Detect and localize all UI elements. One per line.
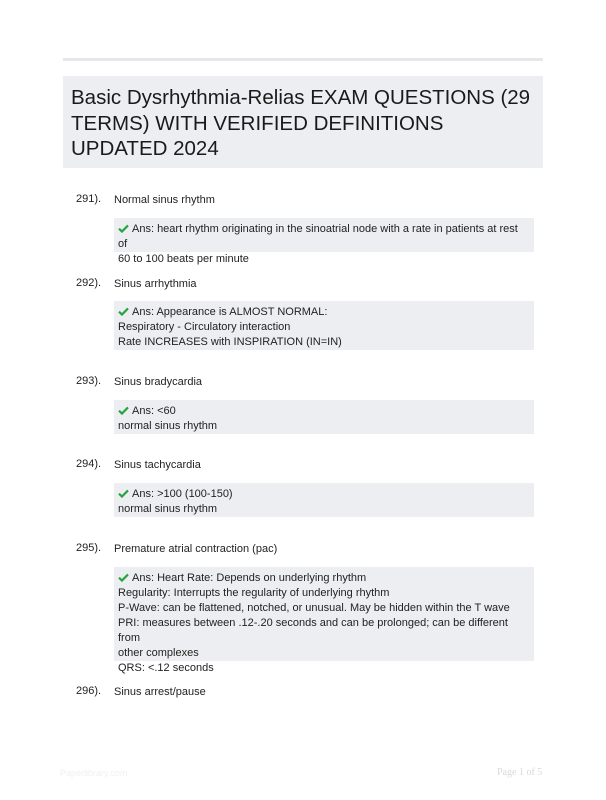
answer-box	[114, 567, 534, 674]
answer-line	[118, 487, 530, 502]
question-term: Sinus arrest/pause	[114, 686, 206, 698]
question-number: 293).	[76, 375, 102, 387]
question-term: Premature atrial contraction (pac)	[114, 543, 278, 555]
answer-text: Ans: Appearance is ALMOST NORMAL:	[132, 306, 328, 318]
answer-box	[114, 301, 534, 350]
answer-line: Rate INCREASES with INSPIRATION (IN=IN)	[118, 336, 342, 348]
answer-line	[118, 404, 530, 419]
check-icon	[118, 224, 129, 233]
answer-text: Ans: Heart Rate: Depends on underlying rhythm	[132, 572, 367, 584]
answer-box	[114, 483, 534, 517]
document-title: Basic Dysrhythmia-Relias EXAM QUESTIONS (29 TERMS) WITH VERIFIED DEFINITIONS UPDATED 2024	[71, 86, 531, 160]
answer-box	[114, 400, 534, 434]
answer-line	[118, 222, 530, 252]
answer-line: 60 to 100 beats per minute	[118, 253, 249, 265]
question-number: 294).	[76, 458, 102, 470]
answer-line	[118, 305, 530, 320]
top-rule	[63, 58, 543, 61]
answer-line: P-Wave: can be flattened, notched, or unusual. May be hidden within the T wave	[118, 602, 510, 614]
answer-line: normal sinus rhythm	[118, 420, 218, 432]
check-icon	[118, 307, 129, 316]
check-icon	[118, 406, 129, 415]
question-number: 295).	[76, 542, 102, 554]
question-number: 292).	[76, 277, 102, 289]
title-box	[63, 76, 543, 168]
answer-line: Regularity: Interrupts the regularity of underlying rhythm	[118, 587, 390, 599]
answer-box	[114, 218, 534, 265]
check-icon	[118, 573, 129, 582]
answer-line: other complexes	[118, 647, 199, 659]
question-term: Sinus bradycardia	[114, 376, 203, 388]
page-number: Page 1 of 5	[497, 767, 543, 778]
answer-text: Ans: >100 (100-150)	[132, 488, 233, 500]
answer-line: Respiratory - Circulatory interaction	[118, 321, 291, 333]
footer-watermark: Paperlibrary.com	[60, 768, 128, 778]
answer-line: normal sinus rhythm	[118, 503, 218, 515]
answer-line: QRS: <.12 seconds	[118, 662, 214, 674]
answer-text: Ans: heart rhythm originating in the sinoatrial node with a rate in patients at rest of	[118, 223, 521, 250]
question-term: Sinus tachycardia	[114, 459, 201, 471]
answer-line	[118, 571, 530, 586]
question-term: Normal sinus rhythm	[114, 194, 215, 206]
answer-text: Ans: <60	[132, 405, 176, 417]
question-term: Sinus arrhythmia	[114, 278, 197, 290]
question-number: 296).	[76, 685, 102, 697]
answer-line: PRI: measures between .12-.20 seconds and can be prolonged; can be different from	[118, 617, 512, 644]
check-icon	[118, 489, 129, 498]
question-number: 291).	[76, 193, 102, 205]
